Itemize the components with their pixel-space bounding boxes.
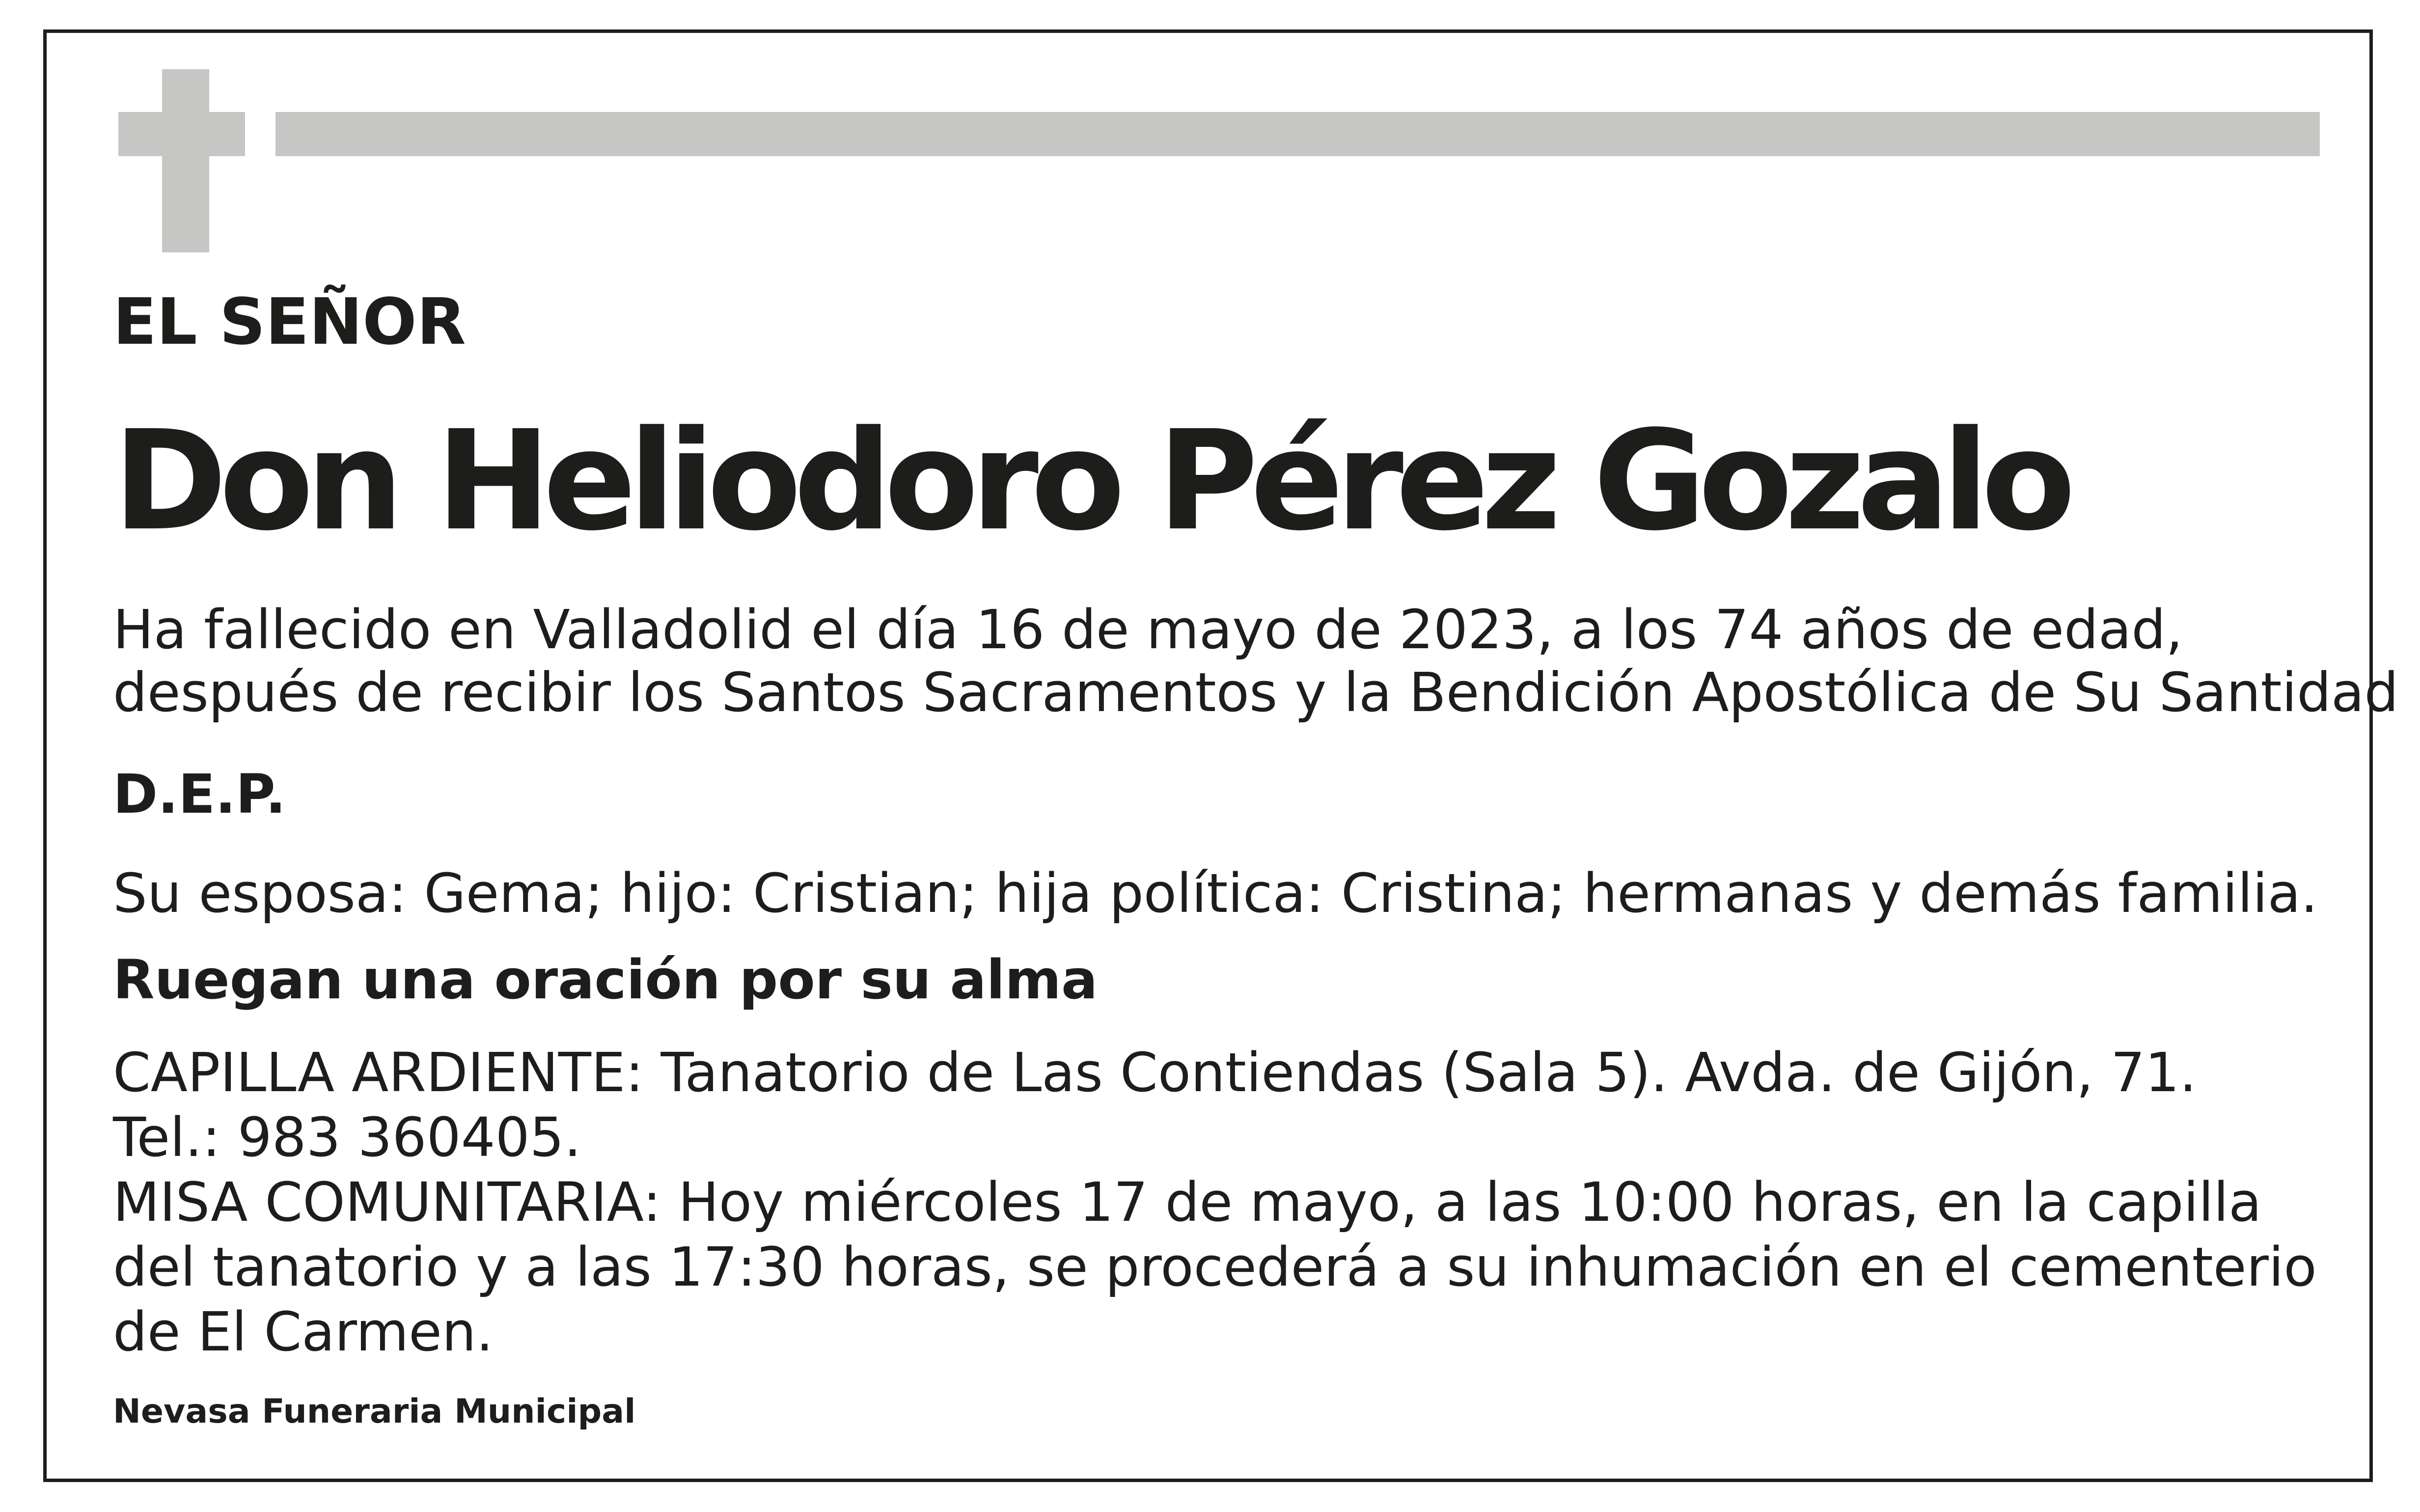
prayer-request: Ruegan una oración por su alma (113, 948, 1098, 1011)
dep-abbreviation: D.E.P. (113, 763, 286, 825)
service-details-line-2: Tel.: 983 360405. (113, 1106, 581, 1169)
deceased-name: Don Heliodoro Pérez Gozalo (113, 401, 2068, 561)
service-details-line-5: de El Carmen. (113, 1300, 494, 1363)
header-rule (275, 112, 2320, 156)
funeral-home-name: Nevasa Funeraria Municipal (113, 1392, 636, 1431)
death-notice-line-2: después de recibir los Santos Sacramentos y la Bendición Apostólica de Su Santidad (113, 661, 2399, 724)
cross-vertical-bar (162, 69, 209, 252)
cross-horizontal-bar (118, 112, 245, 156)
death-notice-line-1: Ha fallecido en Valladolid el día 16 de mayo de 2023, a los 74 años de edad, (113, 598, 2183, 661)
family-list: Su esposa: Gema; hijo: Cristian; hija política: Cristina; hermanas y demás familia. (113, 862, 2318, 925)
service-details-line-3: MISA COMUNITARIA: Hoy miércoles 17 de mayo, a las 10:00 horas, en la capilla (113, 1171, 2262, 1234)
service-details-line-4: del tanatorio y a las 17:30 horas, se procederá a su inhumación en el cementerio (113, 1236, 2317, 1298)
honorific: EL SEÑOR (113, 284, 466, 359)
service-details-line-1: CAPILLA ARDIENTE: Tanatorio de Las Contiendas (Sala 5). Avda. de Gijón, 71. (113, 1041, 2197, 1104)
